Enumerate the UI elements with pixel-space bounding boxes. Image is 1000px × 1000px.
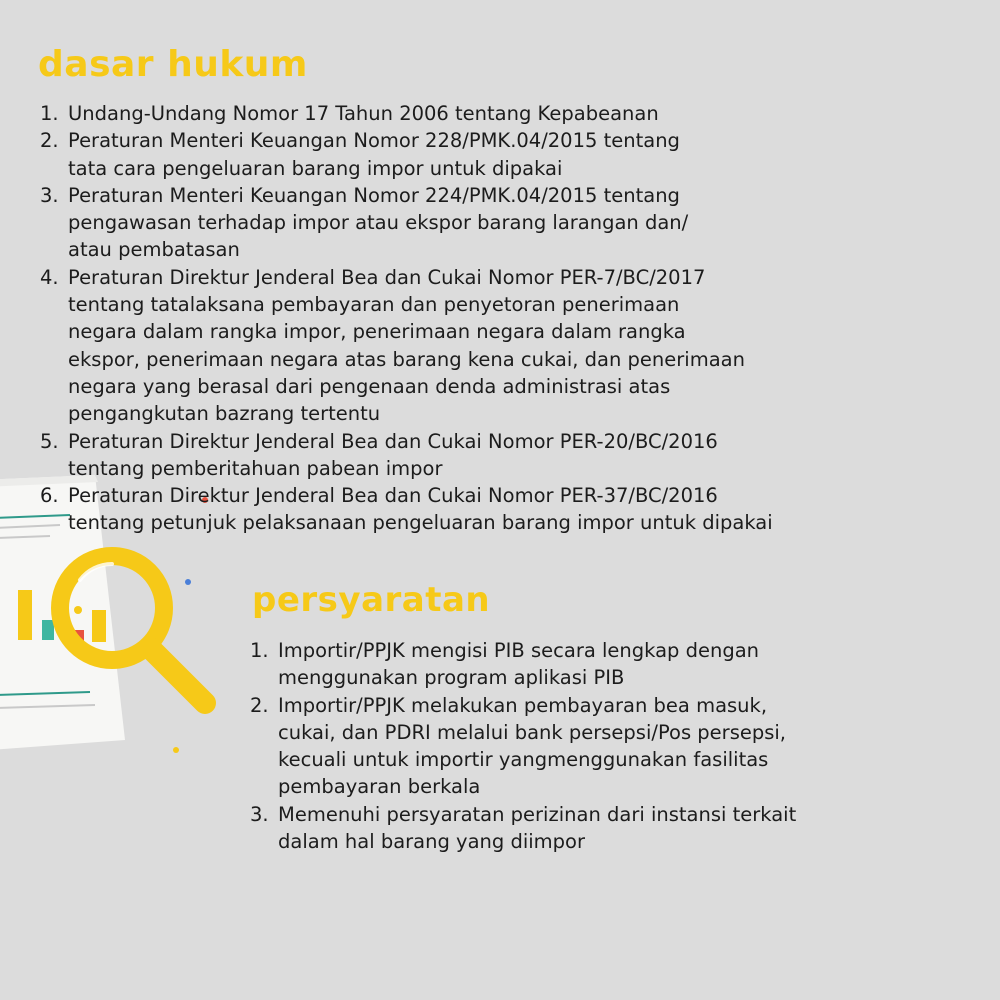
list-item: 2. Peraturan Menteri Keuangan Nomor 228/PMK.04/2015 tentang tata cara pengeluaran barang impor untuk dipakai [40, 129, 680, 180]
list-item: 5. Peraturan Direktur Jenderal Bea dan Cukai Nomor PER-20/BC/2016 tentang pemberitahuan pabean impor [40, 429, 718, 480]
list-item: 6. Peraturan Direktur Jenderal Bea dan Cukai Nomor PER-37/BC/2016 tentang petunjuk pelaksanaan pengeluaran barang impor untuk dipakai [40, 484, 773, 535]
list-item: 1. Undang-Undang Nomor 17 Tahun 2006 tentang Kepabeanan [40, 102, 659, 125]
list-item: 2. Importir/PPJK melakukan pembayaran bea masuk, cukai, dan PDRI melalui bank persepsi/Pos persepsi, kecuali untuk importir yangmenggunakan fasilitas pembayaran berkala [250, 693, 787, 799]
list-item: 3. Peraturan Menteri Keuangan Nomor 224/PMK.04/2015 tentang pengawasan terhadap impor atau ekspor barang larangan dan/ atau pembatasan [40, 183, 689, 262]
list-item: 1. Importir/PPJK mengisi PIB secara lengkap dengan menggunakan program aplikasi PIB [250, 639, 760, 690]
persyaratan-list [250, 637, 950, 855]
section-title-persyaratan: persyaratan [252, 580, 491, 620]
list-item: 4. Peraturan Direktur Jenderal Bea dan Cukai Nomor PER-7/BC/2017 tentang tatalaksana pembayaran dan penyetoran penerimaan negara dalam rangka impor, penerimaan negara dalam rangka ekspor, penerimaan negara atas barang kena cukai, dan penerimaan negara yang berasal dari pengenaan denda administrasi atas pengangkutan bazrang tertentu [40, 265, 745, 426]
section-title-dasar-hukum: dasar hukum [38, 44, 308, 85]
dasar-hukum-list [40, 100, 960, 537]
list-item: 3. Memenuhi persyaratan perizinan dari instansi terkait dalam hal barang yang diimpor [250, 802, 797, 854]
